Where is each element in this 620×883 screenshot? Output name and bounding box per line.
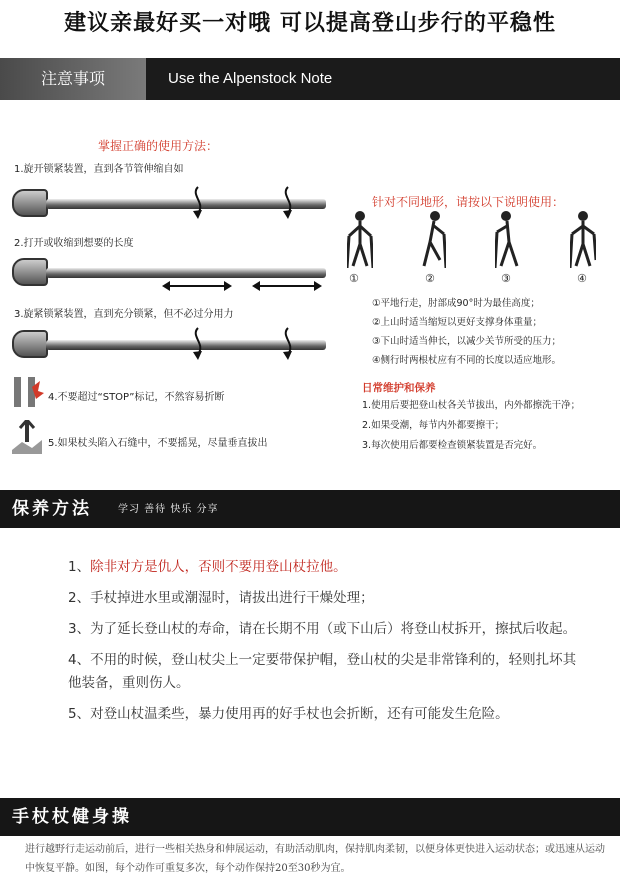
usage-step-4: 4.不要超过“STOP”标记，不然容易折断	[48, 392, 225, 403]
figure-label-4: ④	[577, 272, 587, 285]
pole-grip	[12, 330, 48, 358]
terrain-figures	[335, 210, 610, 290]
usage-step-2: 2.打开或收缩到想要的长度	[14, 238, 134, 249]
figure-label-3: ③	[501, 272, 511, 285]
terrain-title: 针对不同地形，请按以下说明使用：	[372, 195, 565, 209]
tip-item	[68, 587, 588, 610]
tip-number: 3、	[68, 621, 91, 637]
rotate-arrow-icon	[188, 185, 208, 221]
rotate-arrow-icon	[278, 326, 298, 362]
tip-item	[68, 703, 588, 726]
terrain-item: ④侧行时两根杖应有不同的长度以适应地形。	[372, 355, 562, 366]
figure-label-2: ②	[425, 272, 435, 285]
tip-item	[68, 618, 588, 641]
figure-label-1: ①	[349, 272, 359, 285]
terrain-item: ②上山时适当缩短以更好支撑身体重量；	[372, 317, 543, 328]
exercise-bar	[0, 798, 620, 836]
rotate-arrow-icon	[188, 326, 208, 362]
maintenance-bar	[0, 490, 620, 528]
hiker-figure-icon	[420, 210, 446, 268]
usage-step-5: 5.如果杖头陷入石缝中，不要摇晃，尽量垂直拔出	[48, 438, 268, 449]
pole-grip	[12, 258, 48, 286]
hiker-figure-icon	[495, 210, 521, 268]
double-arrow-icon	[162, 280, 232, 292]
tip-text: 不用的时候，登山杖尖上一定要带保护帽，登山杖的尖是非常锋利的，轻则扎坏其他装备，重则伤人。	[68, 652, 577, 691]
rotate-arrow-icon	[278, 185, 298, 221]
pole-shaft	[46, 268, 326, 278]
pole-diagram-3	[12, 326, 332, 366]
pole-diagram-2	[12, 254, 332, 294]
tip-number: 2、	[68, 590, 91, 606]
care-item: 2.如果受潮，每节内外都要擦干；	[362, 420, 505, 431]
tip-number: 5、	[68, 706, 91, 722]
stuck-tip-icon	[10, 420, 44, 454]
hiker-figure-icon	[347, 210, 373, 268]
exercise-intro: 进行越野行走运动前后，进行一些相关热身和伸展运动，有助活动肌肉，保持肌肉柔韧，以便身体更快进入运动状态；或迅速从运动中恢复平静。如图，每个动作可重复多次，每个动作保持20至30秒为宜。	[25, 844, 605, 874]
tip-text: 除非对方是仇人，否则不要用登山杖拉他。	[90, 559, 347, 575]
pole-diagram-1	[12, 185, 332, 225]
care-list	[362, 396, 617, 456]
tip-item	[68, 556, 588, 579]
tips-list	[68, 556, 588, 734]
tip-text: 手杖掉进水里或潮湿时，请拔出进行干燥处理；	[90, 590, 374, 606]
tip-text: 为了延长登山杖的寿命，请在长期不用（或下山后）将登山杖拆开，擦拭后收起。	[90, 621, 577, 637]
care-title: 日常维护和保养	[362, 382, 436, 394]
care-item: 3.每次使用后都要检查锁紧装置是否完好。	[362, 440, 543, 451]
maintenance-subtitle: 学习 善待 快乐 分享	[118, 504, 219, 515]
double-arrow-icon	[252, 280, 322, 292]
terrain-item: ③下山时适当伸长，以减少关节所受的压力；	[372, 336, 562, 347]
note-header-bar	[0, 58, 620, 100]
tip-number: 1、	[68, 559, 91, 575]
exercise-title: 手杖杖健身操	[12, 807, 132, 827]
usage-step-1: 1.旋开锁紧装置，直到各节管伸缩自如	[14, 164, 184, 175]
note-tag: 注意事项	[0, 58, 146, 100]
care-item: 1.使用后要把登山杖各关节拔出，内外都擦洗干净；	[362, 400, 581, 411]
tip-item	[68, 649, 588, 695]
usage-title: 掌握正确的使用方法：	[98, 139, 219, 153]
terrain-item: ①平地行走，肘部成90°时为最佳高度；	[372, 298, 540, 309]
tip-number: 4、	[68, 652, 91, 668]
terrain-list	[372, 294, 612, 370]
pole-grip	[12, 189, 48, 217]
stop-mark-icon	[10, 375, 44, 409]
note-title: Use the Alpenstock Note	[168, 70, 333, 87]
hiker-figure-icon	[570, 210, 596, 268]
tip-text: 对登山杖温柔些，暴力使用再的好手杖也会折断，还有可能发生危险。	[90, 706, 509, 722]
maintenance-title: 保养方法	[12, 499, 92, 519]
usage-step-3: 3.旋紧锁紧装置，直到充分锁紧，但不必过分用力	[14, 309, 234, 320]
page-headline: 建议亲最好买一对哦 可以提高登山步行的平稳性	[64, 11, 556, 36]
